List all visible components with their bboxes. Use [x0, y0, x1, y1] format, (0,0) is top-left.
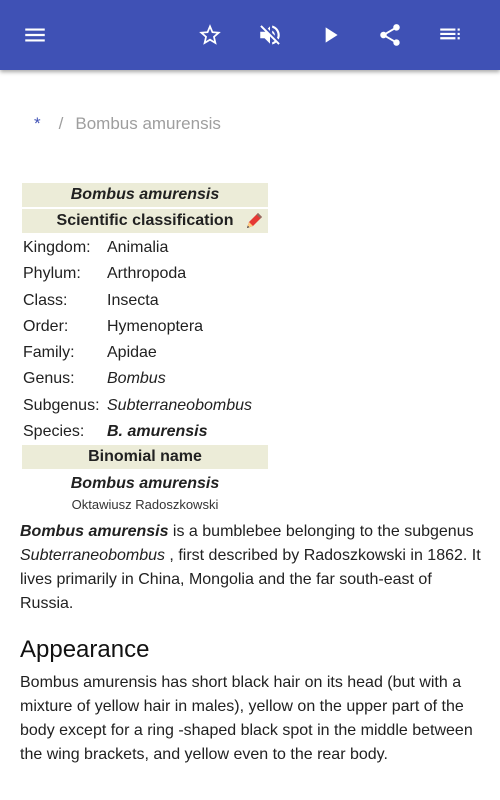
classification-value: Bombus	[107, 370, 166, 388]
share-button[interactable]	[366, 11, 414, 59]
classification-row	[22, 235, 268, 261]
contents-button[interactable]	[426, 11, 474, 59]
classification-rank: Kingdom:	[23, 239, 91, 256]
play-button[interactable]	[306, 11, 354, 59]
menu-button[interactable]	[11, 11, 59, 59]
taxobox	[22, 183, 268, 514]
appearance-paragraph	[20, 671, 482, 767]
app-toolbar	[0, 0, 500, 70]
breadcrumb-separator: /	[58, 114, 64, 133]
playlist-icon	[437, 22, 463, 48]
menu-icon	[22, 22, 48, 48]
classification-value: Apidae	[107, 344, 157, 362]
intro-bold-name: Bombus amurensis	[20, 523, 169, 540]
play-icon	[317, 22, 343, 48]
favorite-button[interactable]	[186, 11, 234, 59]
volume-off-icon	[257, 22, 283, 48]
binomial-authority: Oktawiusz Radoszkowski	[71, 497, 219, 513]
classification-row	[22, 314, 268, 340]
classification-rank: Genus:	[23, 370, 75, 388]
intro-subgenus: Subterraneobombus	[20, 547, 165, 564]
classification-header	[22, 209, 268, 233]
classification-row	[22, 340, 268, 366]
classification-header-label: Scientific classification	[56, 212, 234, 229]
appearance-heading: Appearance	[20, 636, 150, 663]
breadcrumb-root-link[interactable]: *	[34, 114, 41, 133]
classification-rank: Order:	[23, 317, 69, 335]
classification-rows	[22, 235, 268, 445]
classification-rank: Class:	[23, 291, 68, 309]
intro-text-1: is a bumblebee belonging to the subgenus	[168, 523, 474, 540]
classification-row	[22, 261, 268, 287]
classification-value: Arthropoda	[107, 265, 187, 283]
classification-rank: Subgenus:	[23, 396, 100, 414]
taxobox-title: Bombus amurensis	[22, 183, 268, 207]
intro-text-2: , first described by Radoszkowski in 1862. It lives primarily in China, Mongolia and the far south-east of Russia.	[20, 547, 481, 612]
classification-value: Insecta	[107, 291, 159, 309]
appearance-text: Bombus amurensis has short black hair on its head (but with a mixture of yellow hair in males), yellow on the upper part of the body except for a ring -shaped black spot in the middle between the wing brackets, and yellow even to the rear body.	[20, 674, 473, 763]
classification-row	[22, 288, 268, 314]
classification-rank: Species:	[23, 423, 85, 441]
star-icon	[197, 22, 223, 48]
classification-value: Animalia	[107, 239, 169, 256]
classification-rank: Phylum:	[23, 265, 81, 283]
classification-rank: Family:	[23, 344, 75, 362]
breadcrumb	[34, 114, 221, 134]
classification-row	[22, 419, 268, 445]
intro-paragraph	[20, 520, 482, 616]
mute-button[interactable]	[246, 11, 294, 59]
breadcrumb-current: Bombus amurensis	[75, 114, 221, 133]
classification-value: Hymenoptera	[107, 317, 204, 335]
share-icon	[377, 22, 403, 48]
binomial-name: Bombus amurensis	[70, 475, 220, 493]
pencil-edit-icon[interactable]	[244, 211, 264, 231]
classification-row	[22, 366, 268, 392]
classification-value: Subterraneobombus	[107, 396, 252, 414]
classification-row	[22, 393, 268, 419]
binomial-header: Binomial name	[22, 445, 268, 469]
classification-value: B. amurensis	[107, 423, 208, 441]
